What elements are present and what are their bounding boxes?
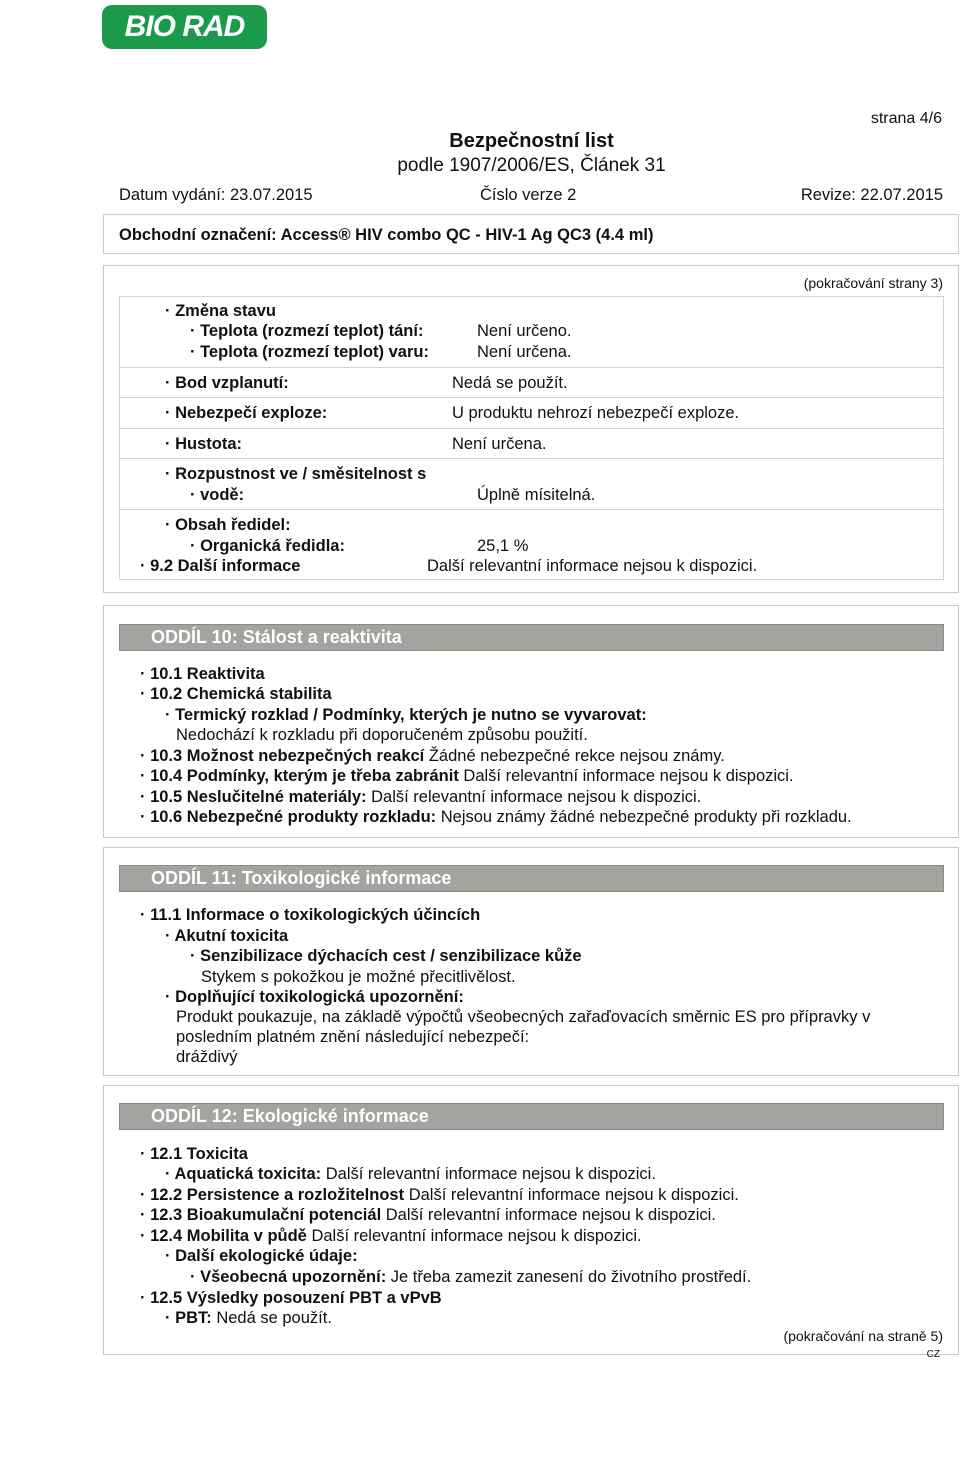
change-state-label: · Změna stavu — [165, 302, 276, 320]
general-notes — [190, 1268, 751, 1287]
pbt-assessment: · 12.5 Výsledky posouzení PBT a vPvB — [140, 1289, 442, 1307]
aquatic-toxicity-label: · Aquatická toxicita: — [165, 1165, 322, 1183]
bioaccumulation-value: Další relevantní informace nejsou k dispozici. — [381, 1206, 716, 1224]
revision-date: Revize: 22.07.2015 — [800, 186, 943, 204]
section-12-header — [119, 1103, 944, 1130]
conditions-to-avoid-label: · 10.4 Podmínky, kterým je třeba zabránit — [140, 767, 459, 785]
decomposition-products — [140, 808, 852, 827]
toxicological-effects: · 11.1 Informace o toxikologických účincích — [140, 906, 481, 924]
soil-mobility-value: Další relevantní informace nejsou k dispozici. — [306, 1227, 642, 1245]
solubility-water-label: · vodě: — [190, 486, 245, 504]
trade-name: Obchodní označení: Access® HIV combo QC - HIV-1 Ag QC3 (4.4 ml) — [119, 226, 654, 244]
flash-point-value: Nedá se použít. — [452, 374, 568, 392]
flash-point-label: · Bod vzplanutí: — [165, 374, 289, 392]
organic-solvents-label: · Organická ředidla: — [190, 537, 345, 555]
general-notes-value: Je třeba zamezit zanesení do životního prostředí. — [386, 1268, 752, 1286]
section-11-title: ODDÍL 11: Toxikologické informace — [151, 868, 452, 888]
issue-date: Datum vydání: 23.07.2015 — [119, 186, 313, 204]
density-value: Není určena. — [452, 435, 547, 453]
boiling-point-value: Není určena. — [477, 343, 572, 361]
melting-point-value: Není určeno. — [477, 322, 572, 340]
explosion-hazard-label: · Nebezpečí exploze: — [165, 404, 328, 422]
aquatic-toxicity — [165, 1165, 656, 1184]
persistence-label: · 12.2 Persistence a rozložitelnost — [140, 1186, 405, 1204]
bioaccumulation — [140, 1206, 716, 1225]
thermal-decomposition-label: · Termický rozklad / Podmínky, kterých je nutno se vyvarovat: — [165, 706, 647, 724]
document-title: Bezpečnostní list — [449, 130, 614, 152]
boiling-point-label: · Teplota (rozmezí teplot) varu: — [190, 343, 429, 361]
sensitisation-label: · Senzibilizace dýchacích cest / senzibilizace kůže — [190, 947, 582, 965]
additional-tox-label: · Doplňující toxikologická upozornění: — [165, 988, 464, 1006]
thermal-decomposition-value: Nedochází k rozkladu při doporučeném způsobu použití. — [176, 726, 588, 744]
row-divider — [119, 397, 944, 398]
organic-solvents-value: 25,1 % — [477, 537, 529, 555]
conditions-to-avoid — [140, 767, 794, 786]
incompatible-materials-value: Další relevantní informace nejsou k dispozici. — [366, 788, 702, 806]
soil-mobility — [140, 1227, 642, 1246]
general-notes-label: · Všeobecná upozornění: — [190, 1268, 387, 1286]
section-11-header — [119, 865, 944, 892]
conditions-to-avoid-value: Další relevantní informace nejsou k dispozici. — [458, 767, 794, 785]
decomposition-products-value: Nejsou známy žádné nebezpečné produkty při rozkladu. — [436, 808, 852, 826]
toxicity: · 12.1 Toxicita — [140, 1145, 248, 1163]
melting-point-label: · Teplota (rozmezí teplot) tání: — [190, 322, 424, 340]
language-code: CZ — [926, 1349, 940, 1360]
bioaccumulation-label: · 12.3 Bioakumulační potenciál — [140, 1206, 382, 1224]
hazardous-reactions-label: · 10.3 Možnost nebezpečných reakcí — [140, 747, 425, 765]
continued-from-note: (pokračování strany 3) — [803, 275, 943, 291]
density-label: · Hustota: — [165, 435, 242, 453]
section-10-header — [119, 624, 944, 651]
continued-to-note: (pokračování na straně 5) — [783, 1328, 943, 1344]
bio-rad-logo — [102, 5, 267, 49]
row-divider — [119, 367, 944, 368]
row-divider — [119, 428, 944, 429]
section-12-title: ODDÍL 12: Ekologické informace — [151, 1106, 429, 1126]
hazardous-reactions-value: Žádné nebezpečné rekce nejsou známy. — [424, 747, 725, 765]
solubility-value: Úplně mísitelná. — [477, 486, 596, 504]
section-10-title: ODDÍL 10: Stálost a reaktivita — [151, 627, 402, 647]
row-divider — [119, 509, 944, 510]
solubility-label: · Rozpustnost ve / směsitelnost s — [165, 465, 427, 483]
acute-toxicity: · Akutní toxicita — [165, 927, 289, 945]
version-number: Číslo verze 2 — [480, 186, 577, 204]
logo-text: BIO RAD — [124, 10, 245, 43]
sensitisation-value: Stykem s pokožkou je možné přecitlivělost. — [201, 968, 516, 986]
pbt — [165, 1309, 332, 1328]
incompatible-materials-label: · 10.5 Neslučitelné materiály: — [140, 788, 367, 806]
other-info-value: Další relevantní informace nejsou k dispozici. — [427, 557, 758, 575]
additional-tox-line-3: dráždivý — [176, 1048, 238, 1066]
incompatible-materials — [140, 788, 701, 807]
additional-tox-line-1: Produkt poukazuje, na základě výpočtů všeobecných zařaďovacích směrnic ES pro přípravky v — [176, 1008, 871, 1026]
row-divider — [119, 458, 944, 459]
other-eco-data: · Další ekologické údaje: — [165, 1247, 358, 1265]
persistence-value: Další relevantní informace nejsou k dispozici. — [404, 1186, 739, 1204]
explosion-hazard-value: U produktu nehrozí nebezpečí exploze. — [452, 404, 740, 422]
document-subtitle: podle 1907/2006/ES, Článek 31 — [397, 155, 666, 176]
hazardous-reactions — [140, 747, 725, 766]
pbt-value: Nedá se použít. — [211, 1309, 332, 1327]
additional-tox-line-2: posledním platném znění následující nebezpečí: — [176, 1028, 530, 1046]
pbt-label: · PBT: — [165, 1309, 212, 1327]
other-info-label: · 9.2 Další informace — [140, 557, 301, 575]
aquatic-toxicity-value: Další relevantní informace nejsou k dispozici. — [321, 1165, 656, 1183]
persistence — [140, 1186, 739, 1205]
soil-mobility-label: · 12.4 Mobilita v půdě — [140, 1227, 307, 1245]
reactivity: · 10.1 Reaktivita — [140, 665, 265, 683]
chemical-stability: · 10.2 Chemická stabilita — [140, 685, 332, 703]
page-number: strana 4/6 — [870, 110, 942, 127]
solvent-content-label: · Obsah ředidel: — [165, 516, 291, 534]
decomposition-products-label: · 10.6 Nebezpečné produkty rozkladu: — [140, 808, 437, 826]
